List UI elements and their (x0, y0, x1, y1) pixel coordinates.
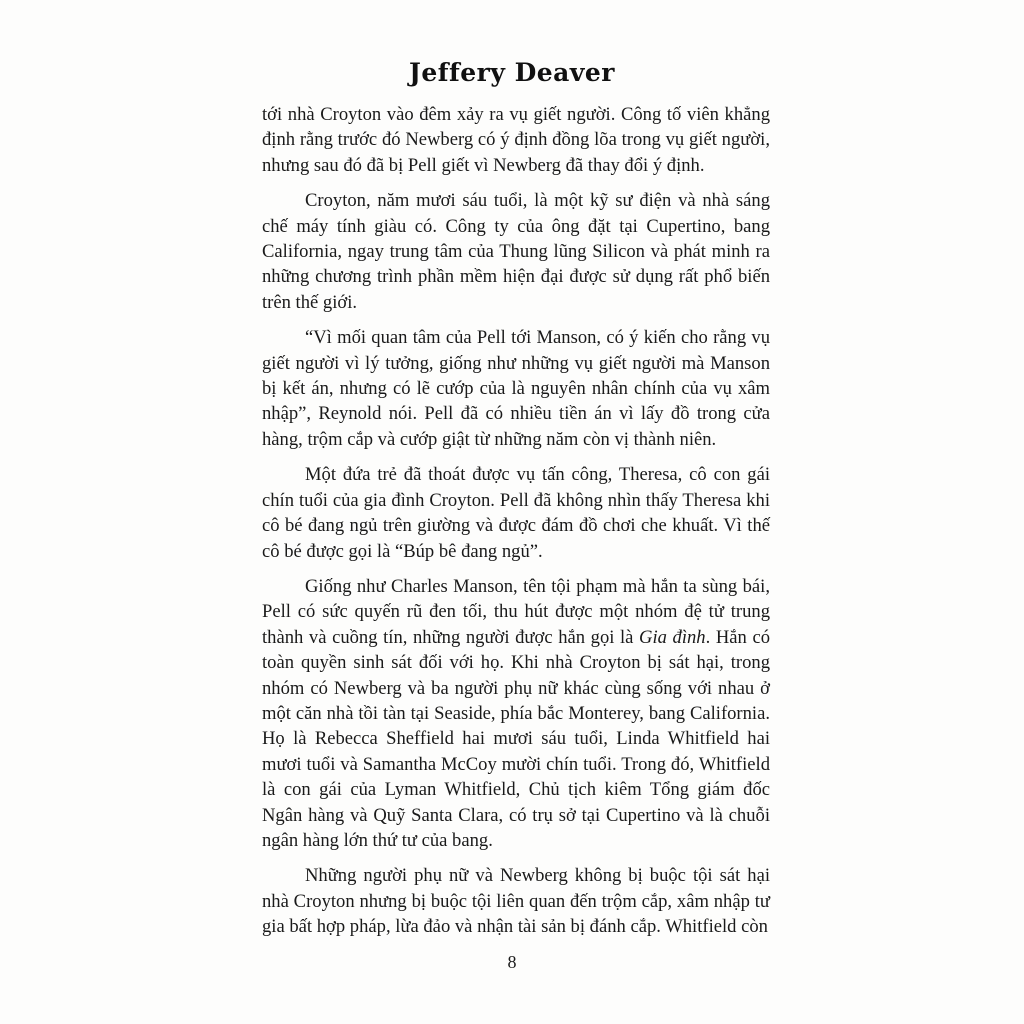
paragraph-1: tới nhà Croyton vào đêm xảy ra vụ giết người. Công tố viên khẳng định rằng trước đó Newberg có ý định đồng lõa trong vụ giết người, nhưng sau đó đã bị Pell giết vì Newberg đã thay đổi ý định. (262, 104, 770, 176)
paragraph-2: Croyton, năm mươi sáu tuổi, là một kỹ sư điện và nhà sáng chế máy tính giàu có. Công ty của ông đặt tại Cupertino, bang California, ngay trung tâm của Thung lũng Silicon và phát minh ra những chương trình phần mềm hiện đại được sử dụng rất phổ biến trên thế giới. (262, 190, 770, 313)
paragraph-5 (262, 574, 770, 853)
paragraph-6: Những người phụ nữ và Newberg không bị buộc tội sát hại nhà Croyton nhưng bị buộc tội liên quan đến trộm cắp, xâm nhập tư gia bất hợp pháp, lừa đảo và nhận tài sản bị đánh cắp. Whitfield còn (262, 865, 770, 938)
paragraph-5-text-end: . Hắn có toàn quyền sinh sát đối với họ. Khi nhà Croyton bị sát hại, trong nhóm có Newberg và ba người phụ nữ khác cùng sống với nhau ở một căn nhà tồi tàn tại Seaside, phía bắc Monterey, bang California. Họ là Rebecca Sheffield hai mươi sáu tuổi, Linda Whitfield hai mươi tuổi và Samantha McCoy mười chín tuổi. Trong đó, Whitfield là con gái của Lyman Whitfield, Chủ tịch kiêm Tổng giám đốc Ngân hàng và Quỹ Santa Clara, có trụ sở tại Cupertino và là chuỗi ngân hàng lớn thứ tư của bang. (262, 626, 770, 851)
paragraph-3: “Vì mối quan tâm của Pell tới Manson, có ý kiến cho rằng vụ giết người vì lý tưởng, giống như những vụ giết người mà Manson bị kết án, nhưng có lẽ cướp của là nguyên nhân chính của vụ xâm nhập”, Reynold nói. Pell đã có nhiều tiền án vì lấy đồ trong cửa hàng, trộm cắp và cướp giật từ những năm còn vị thành niên. (262, 327, 770, 450)
running-header-author: Jeffery Deaver (409, 58, 615, 87)
paragraph-5-italic-term: Gia đình (639, 626, 706, 648)
body-text (262, 102, 770, 950)
page-number: 8 (507, 952, 517, 972)
paragraph-5-text-start: Giống như Charles Manson, tên tội phạm mà hắn ta sùng bái, Pell có sức quyến rũ đen tối, thu hút được một nhóm đệ tử trung thành và cuồng tín, những người được hắn gọi là (262, 575, 770, 648)
paragraph-4: Một đứa trẻ đã thoát được vụ tấn công, Theresa, cô con gái chín tuổi của gia đình Croyton. Pell đã không nhìn thấy Theresa khi cô bé đang ngủ trên giường và được đám đồ chơi che khuất. Vì thế cô bé được gọi là “Búp bê đang ngủ”. (262, 464, 770, 562)
